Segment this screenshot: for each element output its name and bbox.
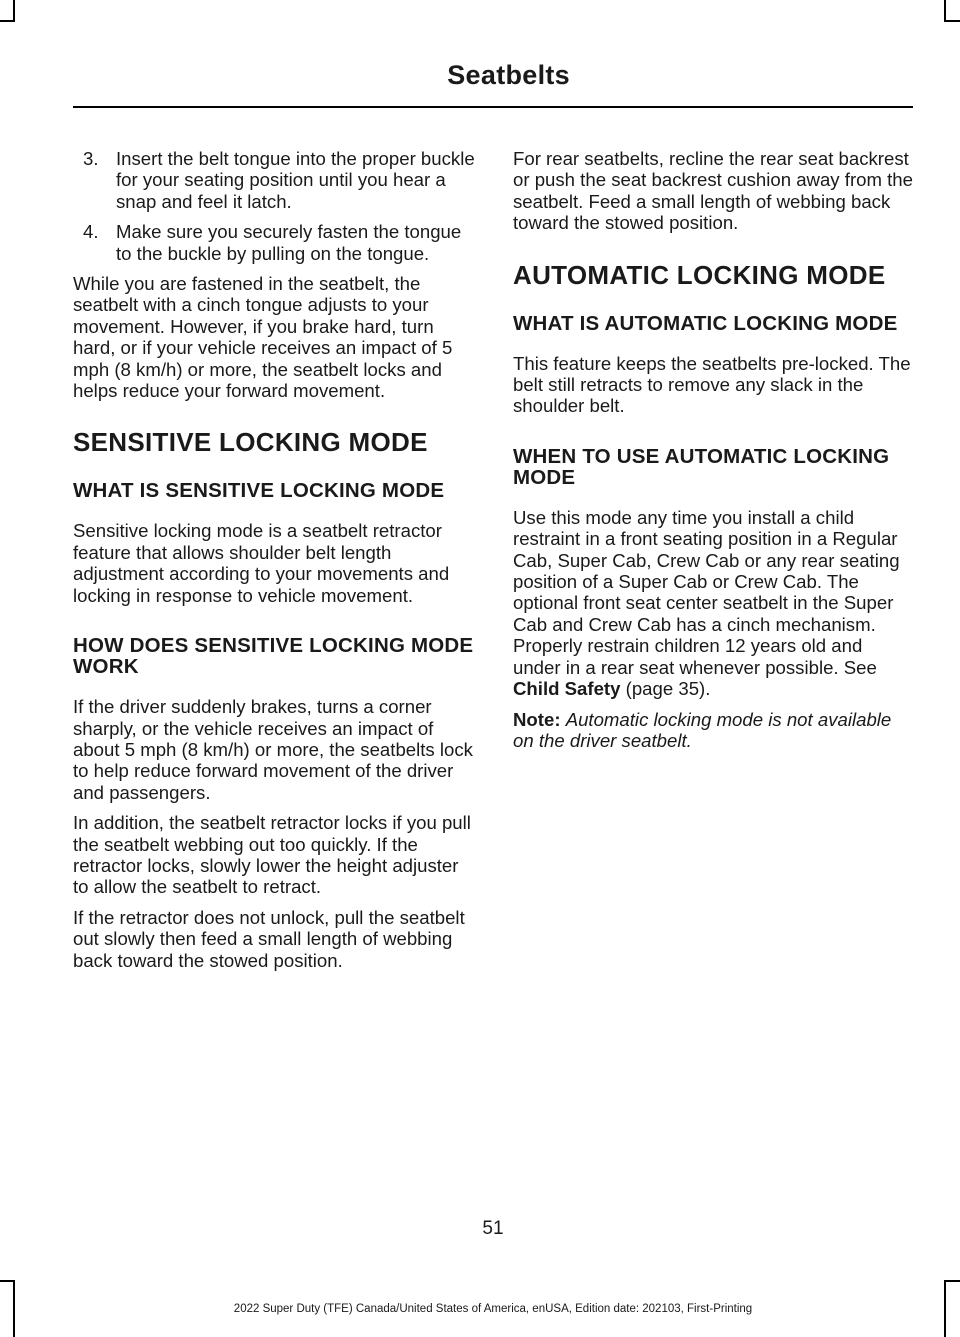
paragraph xyxy=(513,507,913,700)
crop-mark xyxy=(0,1280,15,1282)
crop-mark xyxy=(944,0,946,22)
paragraph: For rear seatbelts, recline the rear seat backrest or push the seat backrest cushion away from the seatbelt. Feed a small length of webbing back toward the stowed position. xyxy=(513,148,913,234)
footer-text: 2022 Super Duty (TFE) Canada/United States of America, enUSA, Edition date: 202103, First-Printing xyxy=(233,1303,753,1315)
cross-reference-link[interactable]: Child Safety xyxy=(513,678,621,700)
paragraph: In addition, the seatbelt retractor locks if you pull the seatbelt webbing out too quickly. If the retractor locks, slowly lower the height adjuster to allow the seatbelt to retract. xyxy=(73,812,471,898)
subsection-heading: WHAT IS AUTOMATIC LOCKING MODE xyxy=(513,311,898,335)
paragraph: If the driver suddenly brakes, turns a corner sharply, or the vehicle receives an impact of about 5 mph (8 km/h) or more, the seatbelts lock to help reduce forward movement of the driver and passengers. xyxy=(73,696,473,803)
crop-mark xyxy=(0,20,15,22)
list-item xyxy=(73,148,477,212)
crop-mark xyxy=(944,20,960,22)
list-number: 3. xyxy=(83,148,99,169)
paragraph: Sensitive locking mode is a seatbelt retractor feature that allows shoulder belt length adjustment according to your movements and locking in response to vehicle movement. xyxy=(73,520,450,606)
page-reference: (page 35). xyxy=(625,678,711,700)
crop-mark xyxy=(944,1280,960,1282)
paragraph-text: Use this mode any time you install a child restraint in a front seating position in a Regular Cab, Super Cab, Crew Cab or any rear seating position of a Super Cab or Crew Cab. The optional front seat center seatbelt in the Super Cab and Crew Cab has a cinch mechanism. Properly restrain children 12 years old and under in a rear seat whenever possible. See xyxy=(513,506,900,678)
paragraph: If the retractor does not unlock, pull the seatbelt out slowly then feed a small length of webbing back toward the stowed position. xyxy=(73,906,465,971)
note xyxy=(513,709,913,752)
page-number: 51 xyxy=(482,1218,504,1239)
note-label: Note: xyxy=(513,708,561,730)
list-text: Insert the belt tongue into the proper buckle for your seating position until you hear a snap and feel it latch. xyxy=(116,148,475,212)
section-heading: SENSITIVE LOCKING MODE xyxy=(73,427,428,458)
note-text: Automatic locking mode is not available on the driver seatbelt. xyxy=(513,708,892,751)
paragraph: This feature keeps the seatbelts pre-locked. The belt still retracts to remove any slack in the shoulder belt. xyxy=(513,352,911,417)
page-title: Seatbelts xyxy=(447,60,570,90)
list-text: Make sure you securely fasten the tongue to the buckle by pulling on the tongue. xyxy=(116,221,462,264)
left-column xyxy=(73,148,477,980)
subsection-heading: WHAT IS SENSITIVE LOCKING MODE xyxy=(73,479,445,503)
paragraph: While you are fastened in the seatbelt, the seatbelt with a cinch tongue adjusts to your movement. However, if you brake hard, turn hard, or if your vehicle receives an impact of 5 mph (8 km/h) or more, the seatbelt locks and helps reduce your forward movement. xyxy=(73,273,453,402)
section-heading: AUTOMATIC LOCKING MODE xyxy=(513,259,886,290)
right-column xyxy=(513,148,913,760)
list-number: 4. xyxy=(83,221,99,243)
header-divider xyxy=(73,106,913,108)
list-item xyxy=(73,221,477,264)
subsection-heading: WHEN TO USE AUTOMATIC LOCKING MODE xyxy=(513,444,890,489)
crop-mark xyxy=(13,0,15,22)
subsection-heading: HOW DOES SENSITIVE LOCKING MODE WORK xyxy=(73,634,474,679)
